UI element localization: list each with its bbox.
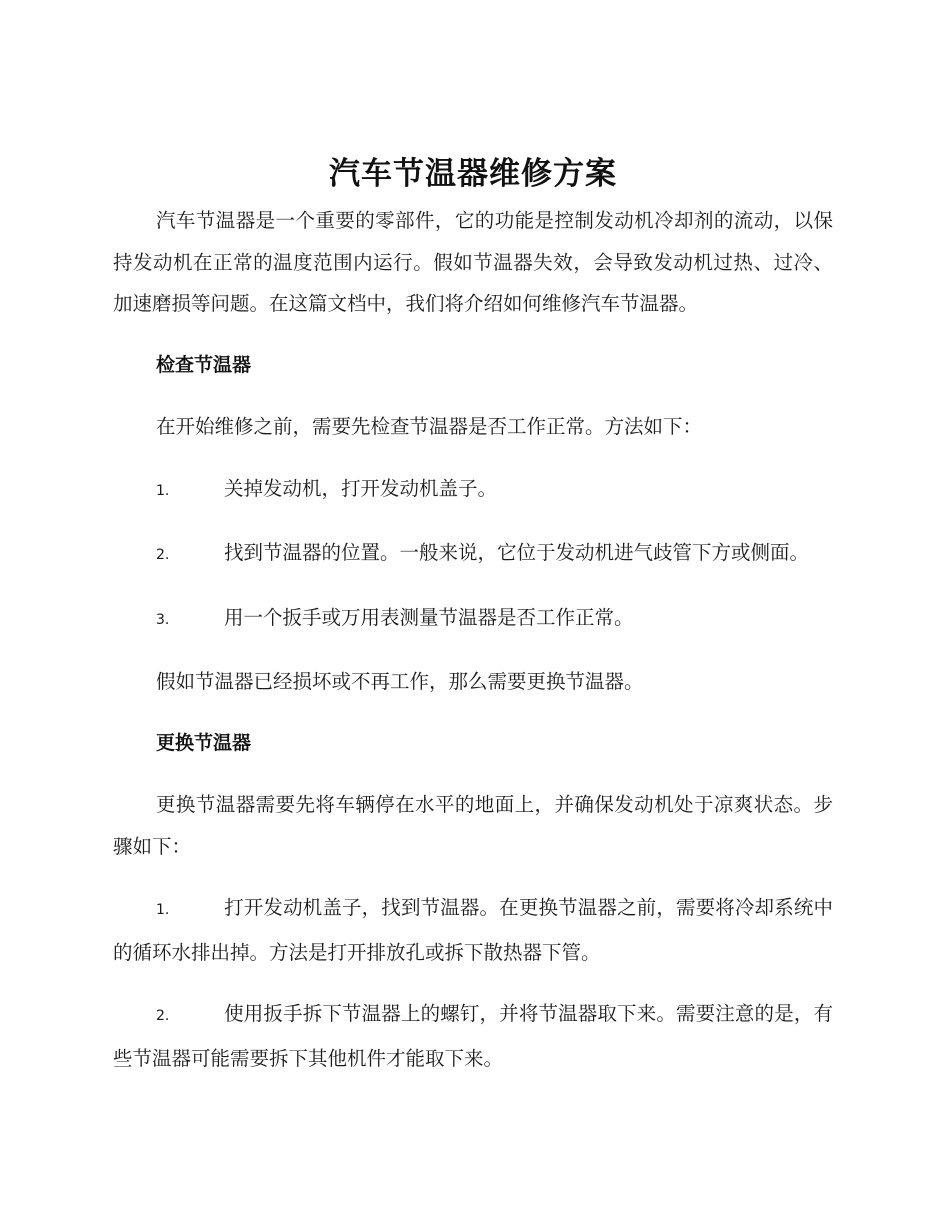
section-closing-check: 假如节温器已经损坏或不再工作，那么需要更换节温器。 xyxy=(156,670,644,693)
list-number: 1. xyxy=(156,902,170,918)
list-item xyxy=(113,468,833,513)
document-body xyxy=(113,148,833,1079)
list-text: 关掉发动机，打开发动机盖子。 xyxy=(224,476,498,500)
list-text: 用一个扳手或万用表测量节温器是否工作正常。 xyxy=(224,605,634,629)
section-lead-check: 在开始维修之前，需要先检查节温器是否工作正常。方法如下： xyxy=(156,415,703,438)
section-lead-replace: 更换节温器需要先将车辆停在水平的地面上，并确保发动机处于凉爽状态。步骤如下： xyxy=(113,793,833,858)
list-number: 2. xyxy=(156,547,170,563)
intro-paragraph: 汽车节温器是一个重要的零部件，它的功能是控制发动机冷却剂的流动，以保持发动机在正常的温度范围内运行。假如节温器失效，会导致发动机过热、过冷、加速磨损等问题。在这篇文档中，我们将介绍如何维修汽车节温器。 xyxy=(113,209,833,315)
section-heading-replace: 更换节温器 xyxy=(156,731,252,754)
list-number: 3. xyxy=(156,611,170,628)
list-number: 2. xyxy=(156,1008,170,1024)
document-title: 汽车节温器维修方案 xyxy=(329,156,617,192)
list-item xyxy=(113,993,833,1079)
list-item xyxy=(113,532,833,577)
list-text: 使用扳手拆下节温器上的螺钉，并将节温器取下来。需要注意的是，有些节温器可能需要拆下其他机件才能取下来。 xyxy=(113,1002,833,1070)
list-text: 打开发动机盖子，找到节温器。在更换节温器之前，需要将冷却系统中的循环水排出掉。方法是打开排放孔或拆下散热器下管。 xyxy=(113,896,833,964)
list-number: 1. xyxy=(156,482,170,499)
section-heading-check: 检查节温器 xyxy=(156,353,252,376)
list-text: 找到节温器的位置。一般来说，它位于发动机进气歧管下方或侧面。 xyxy=(224,541,810,564)
list-item xyxy=(113,597,833,642)
list-item xyxy=(113,887,833,973)
